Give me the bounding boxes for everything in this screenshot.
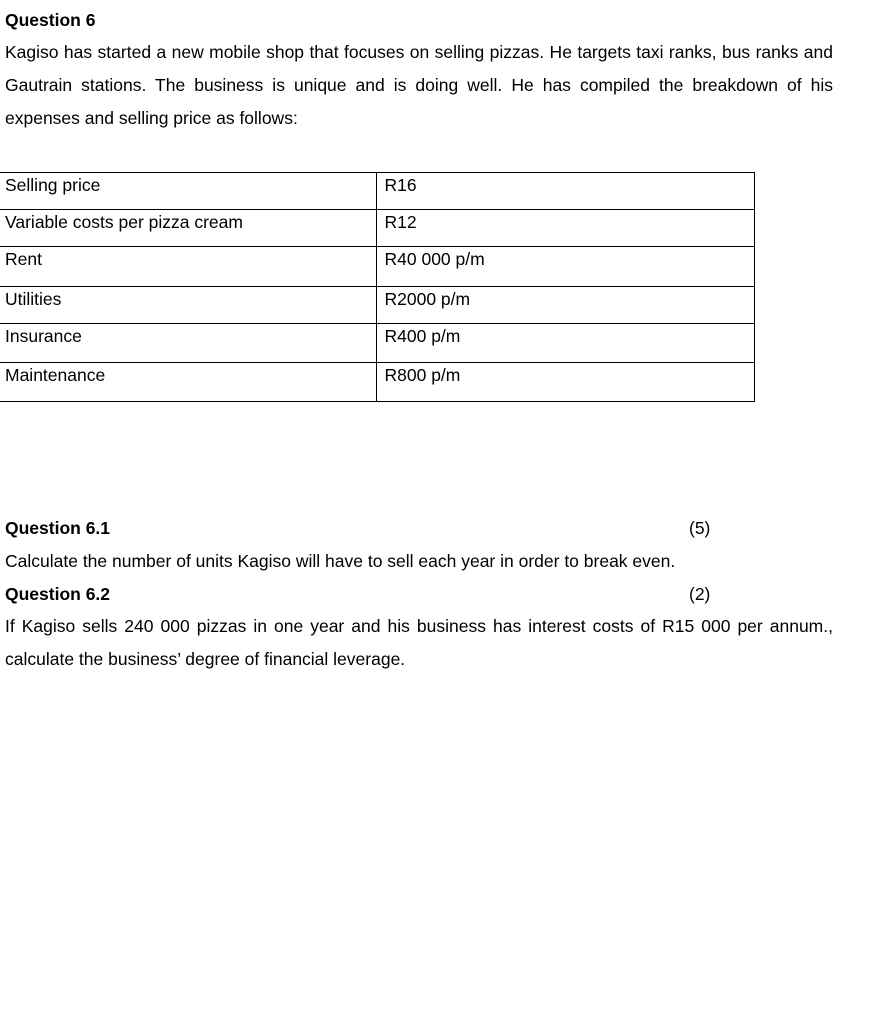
row-value: R400 p/m	[376, 324, 755, 363]
row-value: R800 p/m	[376, 363, 755, 402]
table-row	[0, 324, 755, 363]
question-6-2-heading: Question 6.2	[5, 584, 111, 604]
row-value: R40 000 p/m	[376, 247, 755, 287]
table-row	[0, 210, 755, 247]
row-label: Insurance	[0, 324, 376, 363]
table-row	[0, 247, 755, 287]
question-6-intro: Kagiso has started a new mobile shop that focuses on selling pizzas. He targets taxi ranks, bus ranks and Gautrain stations. The business is unique and is doing well. He has compiled the breakdown of his expenses and selling price as follows:	[5, 42, 833, 128]
expenses-table	[0, 172, 755, 402]
row-label: Selling price	[0, 173, 376, 210]
question-6-heading: Question 6	[5, 10, 96, 30]
question-6-2-text: If Kagiso sells 240 000 pizzas in one year and his business has interest costs of R15 000 per annum., calculate the business’ degree of financial leverage.	[5, 616, 833, 669]
question-6-1-text: Calculate the number of units Kagiso will have to sell each year in order to break even.	[5, 551, 676, 571]
table-row	[0, 363, 755, 402]
table-row	[0, 287, 755, 324]
row-label: Rent	[0, 247, 376, 287]
row-value: R16	[376, 173, 755, 210]
row-value: R12	[376, 210, 755, 247]
row-label: Variable costs per pizza cream	[0, 210, 376, 247]
row-label: Maintenance	[0, 363, 376, 402]
question-6-1-marks: (5)	[689, 518, 711, 538]
question-6-2-marks: (2)	[689, 584, 711, 604]
row-label: Utilities	[0, 287, 376, 324]
row-value: R2000 p/m	[376, 287, 755, 324]
table-row	[0, 173, 755, 210]
question-6-1-heading: Question 6.1	[5, 518, 111, 538]
